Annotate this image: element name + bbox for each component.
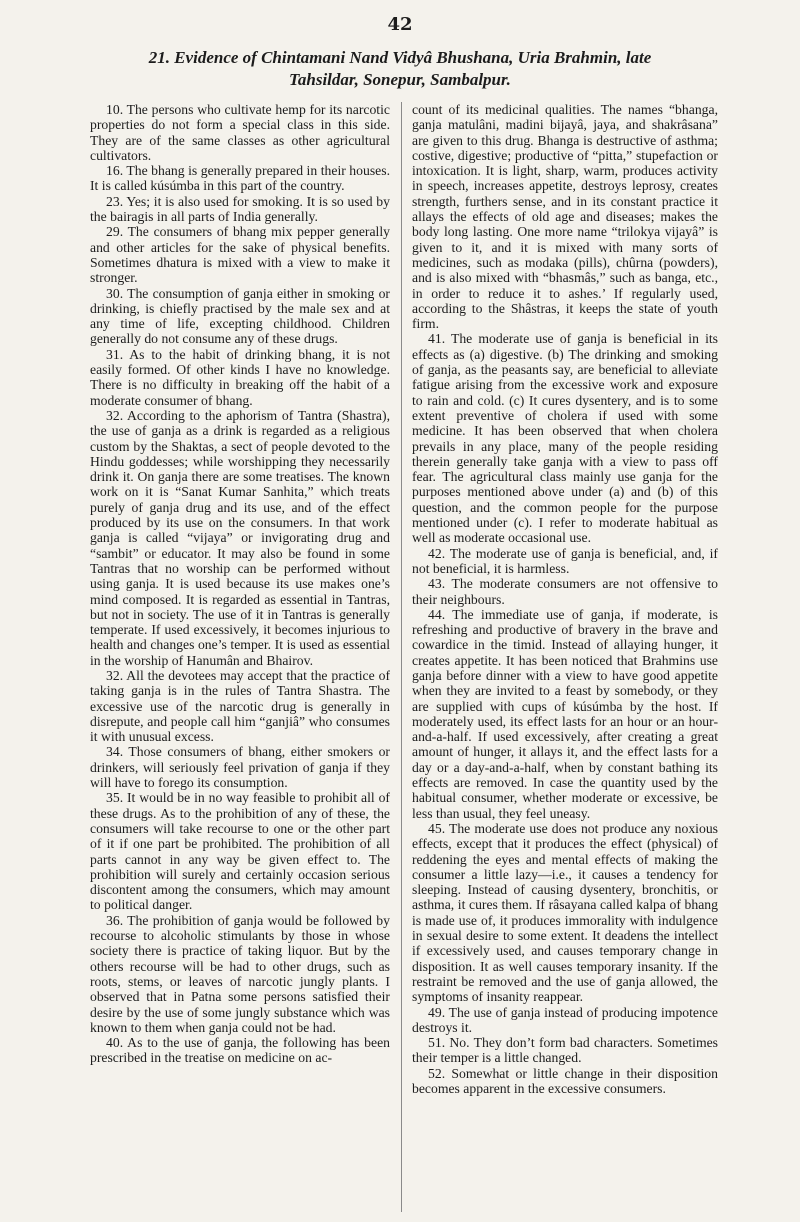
evidence-title: 21. Evidence of Chintamani Nand Vidyâ Bhushana, Uria Brahmin, late — [148, 48, 652, 67]
paragraph: 23. Yes; it is also used for smoking. It is so used by the bairagis in all parts of India generally. — [90, 193, 390, 225]
paragraph: 10. The persons who cultivate hemp for its narcotic properties do not form a special class in this side. They are of the same classes as other agricultural cultivators. — [90, 102, 390, 163]
paragraph: 34. Those consumers of bhang, either smokers or drinkers, will seriously feel privation of ganja if they will have to forego its consumption. — [90, 744, 390, 791]
paragraph: 45. The moderate use does not produce any noxious effects, except that it produces the effect (physical) of reddening the eyes and mental effects of making the consumer a little lazy—i.e., it causes a tendency for sleeping. Instead of causing dysentery, bronchitis, or asthma, it cures them. If râsayana called kalpa of bhang is made use of, it produces immorality with indulgence in sexual desire to some extent. It deadens the intellect if excessively used, and causes temporary change in disposition. It as well causes temporary insanity. If the restraint be removed and the use of ganja allowed, the symptoms of insanity reappear. — [412, 820, 718, 1005]
paragraph: 49. The use of ganja instead of producing impotence destroys it. — [412, 1004, 718, 1035]
left-column — [90, 102, 390, 1212]
paragraph: 35. It would be in no way feasible to prohibit all of these drugs. As to the prohibition of any of these, the consumers will take recourse to one or the other part of it if one part be prohibited. The prohibition of all parts cannot in any way be given effect to. The prohibition will surely and certainly occasion serious discontent among the consumers, which may amount to political danger. — [90, 790, 390, 913]
paragraph: 31. As to the habit of drinking bhang, it is not easily formed. Of other kinds I have no knowledge. There is no difficulty in breaking off the habit of a moderate consumer of bhang. — [90, 346, 390, 408]
paragraph: 36. The prohibition of ganja would be followed by recourse to alcoholic stimulants by those in whose society there is practice of taking liquor. But by the others recourse will be had to other drugs, such as roots, stems, or leaves of narcotic jungly plants. I observed that in Patna some persons satisfied their desire by the use of some jungly substance which was known to them when ganja could not be had. — [90, 912, 390, 1035]
paragraph-continuation: count of its medicinal qualities. The names “bhanga, ganja matulâni, madini bijayâ, jaya, and shakrâsana” are given to this drug. Bhanga is destructive of asthma; costive, digestive; productive of “pitta,” stupefaction or intoxication. It is light, sharp, warm, produces activity in speech, increases appetite, destroys leprosy, creates strength, furthers sense, and in its constant practice it allays the effects of old age and diseases; makes the body long lasting. One more name “trilokya vijayâ” is given to it, and it is mixed with many sorts of medicines, such as modaka (pills), chûrna (powders), and is also mixed with “bhasmâs,” such as banga, etc., in order to reduce it to ashes.’ If regularly used, according to the Shâstras, it keeps the state of youth firm. — [412, 102, 718, 332]
paragraph: 32. All the devotees may accept that the practice of taking ganja is in the rules of Tantra Shastra. The excessive use of the narcotic drug is generally in disrepute, and people call him “ganjiâ” who consumes it with unusual excess. — [90, 667, 390, 745]
column-divider — [401, 102, 402, 1212]
paragraph: 30. The consumption of ganja either in smoking or drinking, is chiefly practised by the male sex and at any time of life, excepting childhood. Children generally do not consume any of these drugs. — [90, 285, 390, 347]
paragraph: 32. According to the aphorism of Tantra (Shastra), the use of ganja as a drink is regarded as a religious custom by the Shaktas, a sect of people devoted to the Hindu goddesses; while worshipping they necessarily drink it. On ganja there are some treatises. The known work on it is “Sanat Kumar Sanhita,” which treats purely of ganja drug and its use, and of the effect produced by its use on the consumers. In that work ganja is called “vijaya” or invigorating drug and “sambit” or educator. It may also be found in some Tantras that no worship can be performed without using ganja. It is used because its use makes one’s mind composed. It is regarded as essential in Tantras, but not in society. The use of it in Tantras is generally temperate. If used excessively, it becomes injurious to health and changes one’s temper. It is used as essential in the worship of Hanumân and Bhairov. — [90, 407, 390, 668]
paragraph: 40. As to the use of ganja, the following has been prescribed in the treatise on medicine on ac- — [90, 1035, 390, 1066]
paragraph: 41. The moderate use of ganja is beneficial in its effects as (a) digestive. (b) The drinking and smoking of ganja, as the peasants say, are beneficial to alleviate fatigue arising from the excessive work and exposure to rain and cold. (c) It cures dysentery, and is to some extent preventive of cholera if used with some medicine. It has been observed that when cholera prevails in any place, many of the people residing therein generally take ganja with a view to pass off fear. The agricultural class mainly use ganja for the purposes mentioned above under (a) and (b) of this question, and the common people for the purpose mentioned under (c). I refer to moderate habitual as well as moderate occasional use. — [412, 331, 718, 546]
page-number: 42 — [387, 14, 413, 35]
paragraph: 43. The moderate consumers are not offensive to their neighbours. — [412, 576, 718, 607]
paragraph: 44. The immediate use of ganja, if moderate, is refreshing and productive of bravery in the brave and cowardice in the timid. Instead of allaying hunger, it creates appetite. It has been noticed that Brahmins use ganja before dinner with a view to have good appetite when they are invited to a feast by somebody, or they are supplied with cups of kúsúmba by the host. If moderately used, its effect lasts for an hour or an hour-and-a-half. If used excessively, after creating a great amount of hunger, it allays it, and the effect lasts for a day or a day-and-a-half, when by constant bathing its effects are removed. In case the quantity used by the habitual consumer, whether moderate or excessive, be less than usual, they feel uneasy. — [412, 606, 718, 821]
paragraph: 42. The moderate use of ganja is beneficial, and, if not beneficial, it is harmless. — [412, 545, 718, 576]
paragraph: 52. Somewhat or little change in their disposition becomes apparent in the excessive consumers. — [412, 1065, 718, 1096]
paragraph: 29. The consumers of bhang mix pepper generally and other articles for the sake of physical benefits. Sometimes dhatura is mixed with a view to make it stronger. — [90, 224, 390, 286]
paragraph: 16. The bhang is generally prepared in their houses. It is called kúsúmba in this part of the country. — [90, 163, 390, 194]
right-column — [412, 102, 718, 1212]
paragraph: 51. No. They don’t form bad characters. Sometimes their temper is a little changed. — [412, 1035, 718, 1066]
evidence-subtitle: Tahsildar, Sonepur, Sambalpur. — [289, 70, 511, 89]
